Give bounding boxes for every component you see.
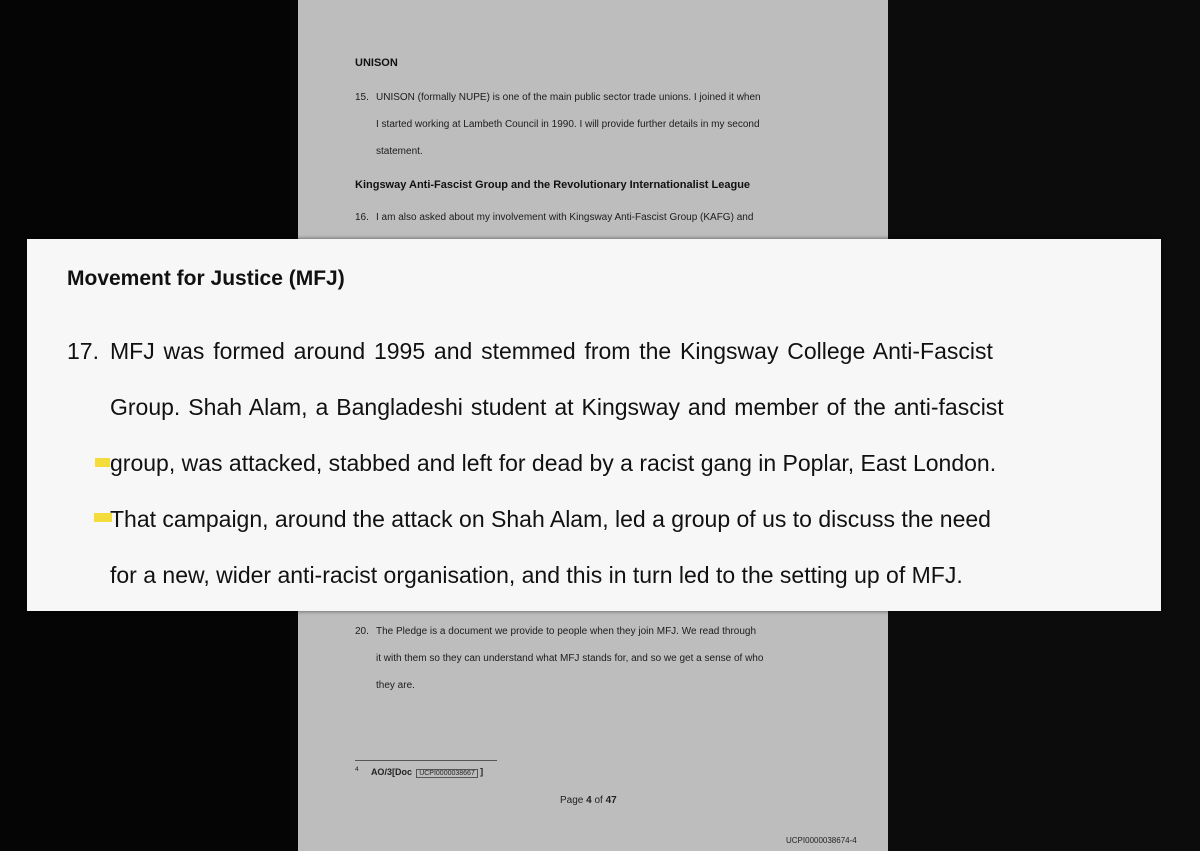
- document-id: UCPI0000038674-4: [786, 836, 857, 845]
- page-number: [560, 795, 617, 806]
- unison-heading: UNISON: [355, 57, 398, 69]
- footnote-close: ]: [480, 766, 484, 777]
- highlight-marker: [95, 458, 110, 467]
- paragraph-line: it with them so they can understand what MFJ stands for, and so we get a sense of who: [376, 653, 764, 664]
- paragraph-line: they are.: [376, 680, 415, 691]
- zoom-line: That campaign, around the attack on Shah Alam, led a group of us to discuss the need: [110, 506, 991, 532]
- paragraph-line: statement.: [376, 146, 423, 157]
- paragraph-line: I am also asked about my involvement with Kingsway Anti-Fascist Group (KAFG) and: [376, 212, 754, 223]
- page-total: 47: [605, 795, 617, 806]
- zoom-line: group, was attacked, stabbed and left for dead by a racist gang in Poplar, East London.: [110, 450, 997, 476]
- footnote-marker: 4: [355, 766, 359, 773]
- footnote: [355, 766, 483, 778]
- footnote-doc-box: UCPI0000038667: [416, 769, 478, 778]
- zoomed-excerpt: [27, 239, 1161, 611]
- zoom-paragraph-number: 17.: [67, 338, 99, 364]
- paragraph-number: 20.: [355, 626, 369, 637]
- zoom-heading: Movement for Justice (MFJ): [67, 267, 345, 290]
- page-of: of: [594, 795, 603, 806]
- zoom-line: MFJ was formed around 1995 and stemmed from the Kingsway College Anti-Fascist: [110, 338, 993, 364]
- paragraph-line: I started working at Lambeth Council in 1990. I will provide further details in my second: [376, 119, 760, 130]
- zoom-line: Group. Shah Alam, a Bangladeshi student at Kingsway and member of the anti-fascist: [110, 394, 1004, 420]
- kingsway-heading: Kingsway Anti-Fascist Group and the Revolutionary Internationalist League: [355, 179, 751, 191]
- paragraph-number: 15.: [355, 92, 369, 103]
- page-current: 4: [586, 795, 592, 806]
- footnote-divider: [355, 760, 497, 761]
- footnote-reference: AO/3[Doc: [370, 766, 412, 777]
- paragraph-number: 16.: [355, 212, 369, 223]
- zoom-line: for a new, wider anti-racist organisation, and this in turn led to the setting up of MFJ.: [110, 562, 963, 588]
- page-prefix: Page: [560, 795, 584, 806]
- paragraph-line: UNISON (formally NUPE) is one of the main public sector trade unions. I joined it when: [376, 92, 761, 103]
- paragraph-line: The Pledge is a document we provide to people when they join MFJ. We read through: [376, 626, 757, 637]
